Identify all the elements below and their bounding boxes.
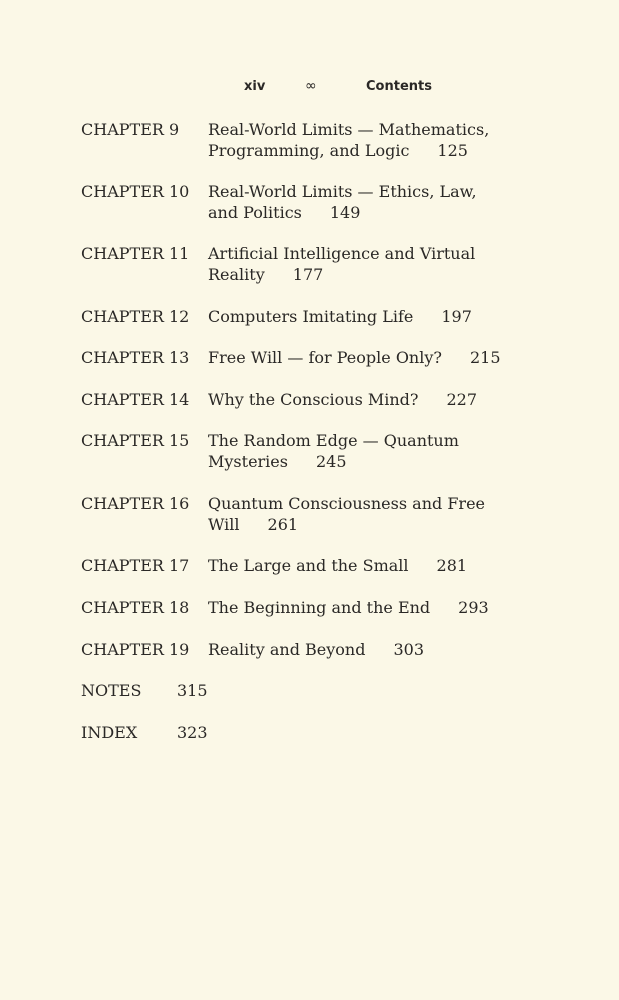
chapter-label: CHAPTER 16 <box>81 494 190 513</box>
chapter-title <box>208 306 528 327</box>
page-number: 149 <box>329 203 361 222</box>
chapter-label: CHAPTER 14 <box>81 390 190 409</box>
chapter-title <box>208 639 528 660</box>
chapter-title-line: Real-World Limits — Mathematics, <box>208 120 490 139</box>
chapter-title <box>208 181 528 223</box>
chapter-title-line-last: The Beginning and the End 293 <box>208 598 489 617</box>
chapter-title-line: The Random Edge — Quantum <box>208 431 459 450</box>
section-label: INDEX <box>81 723 138 742</box>
chapter-title-line-last: and Politics 149 <box>208 203 361 222</box>
page-number: 261 <box>267 515 299 534</box>
running-head <box>0 79 619 99</box>
page-number: 293 <box>458 598 489 617</box>
chapter-label: CHAPTER 13 <box>81 348 190 367</box>
chapter-label: CHAPTER 12 <box>81 307 190 326</box>
chapter-title <box>208 243 528 285</box>
chapter-title-line-last: Reality 177 <box>208 265 324 284</box>
page-number: 315 <box>177 681 208 700</box>
chapter-label: CHAPTER 19 <box>81 640 190 659</box>
chapter-title-line-last: Programming, and Logic 125 <box>208 141 468 160</box>
page-folio: xiv <box>244 79 266 94</box>
chapter-title-line-last: Mysteries 245 <box>208 452 347 471</box>
chapter-title-line-last: Why the Conscious Mind? 227 <box>208 390 478 409</box>
chapter-title-line: Real-World Limits — Ethics, Law, <box>208 182 477 201</box>
chapter-title <box>208 493 528 535</box>
chapter-title <box>208 389 528 410</box>
chapter-title-line-last: Reality and Beyond 303 <box>208 640 425 659</box>
chapter-label: CHAPTER 15 <box>81 431 190 450</box>
page-number: 303 <box>393 640 425 659</box>
chapter-title <box>208 430 528 472</box>
chapter-title <box>208 119 528 161</box>
chapter-title-line-last: Computers Imitating Life 197 <box>208 307 472 326</box>
page-number: 125 <box>437 141 468 160</box>
chapter-title-line: Artificial Intelligence and Virtual <box>208 244 476 263</box>
chapter-label: CHAPTER 18 <box>81 598 190 617</box>
page-number: 281 <box>436 556 468 575</box>
page-number: 215 <box>469 348 501 367</box>
chapter-label: CHAPTER 10 <box>81 182 190 201</box>
chapter-title-line: Quantum Consciousness and Free <box>208 494 486 513</box>
chapter-title-line-last: Free Will — for People Only? 215 <box>208 348 501 367</box>
section-label: NOTES <box>81 681 142 700</box>
chapter-title <box>208 555 528 576</box>
running-head-title: Contents <box>366 79 432 94</box>
chapter-title <box>208 347 528 368</box>
page-number: 177 <box>292 265 324 284</box>
chapter-label: CHAPTER 17 <box>81 556 190 575</box>
chapter-title-line-last: Will 261 <box>208 515 299 534</box>
page-number: 227 <box>446 390 478 409</box>
chapter-title-line-last: The Large and the Small 281 <box>208 556 468 575</box>
chapter-label: CHAPTER 11 <box>81 244 190 263</box>
chapter-title <box>208 597 528 618</box>
page-number: 197 <box>441 307 472 326</box>
page-number: 323 <box>177 723 208 742</box>
page-number: 245 <box>315 452 347 471</box>
infinity-ornament-icon: ∞ <box>305 78 317 94</box>
chapter-label: CHAPTER 9 <box>81 120 180 139</box>
